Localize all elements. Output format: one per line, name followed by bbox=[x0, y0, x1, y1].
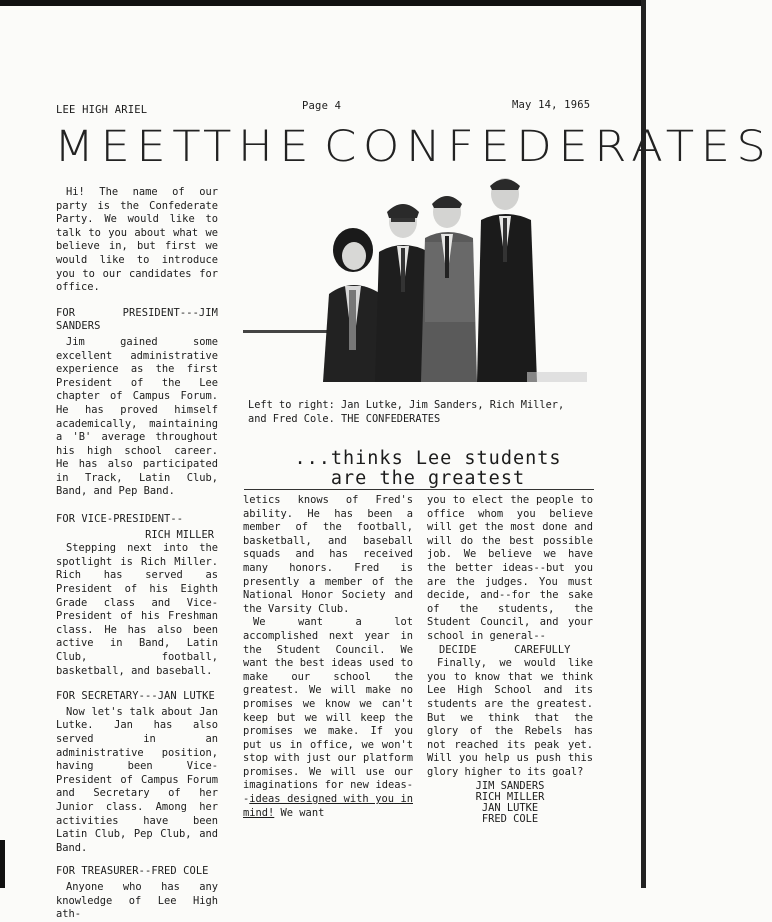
page-top-edge bbox=[0, 0, 646, 6]
masthead-title bbox=[54, 122, 772, 176]
issue-date: May 14, 1965 bbox=[512, 99, 591, 111]
page-left-edge bbox=[0, 840, 5, 888]
left-column bbox=[56, 186, 218, 922]
right-paragraph-2: Finally, we would like you to know that we think Lee High School and its students are the greatest. But we think that the glory of the Rebels has not reached its peak yet. Will you help us push this glory higher to its goal? bbox=[427, 657, 593, 778]
middle-column bbox=[243, 494, 413, 820]
treasurer-paragraph: Anyone who has any knowledge of Lee High ath- bbox=[56, 880, 218, 921]
candidates-photo-image bbox=[241, 182, 593, 394]
paper-name: LEE HIGH ARIEL bbox=[56, 104, 148, 116]
intro-paragraph: Hi! The name of our party is the Confederate Party. We would like to talk to you about what we believe in, but first we would like to introduce you to our candidates for office. bbox=[56, 186, 218, 294]
middle-paragraph-1: letics knows of Fred's ability. He has been a member of the football, basketball, and baseball squads and has received many honors. Fred is presently a member of the National Honor Society and the Varsity Club. bbox=[243, 494, 413, 615]
middle-paragraph-2-underlined: ideas designed with you in mind! bbox=[243, 793, 413, 819]
treasurer-heading: FOR TREASURER--FRED COLE bbox=[56, 865, 209, 878]
signer-name: JIM SANDERS bbox=[475, 780, 545, 793]
headline-rule bbox=[244, 489, 594, 490]
masthead-word-confederates: CONFEDERATES bbox=[324, 122, 772, 172]
president-paragraph: Jim gained some excellent administrative experience as the first President of the Lee chapter of Campus Forum. He has proved himself academically, maintaining a 'B' average throughout his high school career. He has also participated in Track, Latin Club, Band, and Pep Band. bbox=[56, 335, 218, 498]
right-column bbox=[427, 494, 593, 825]
signer-name: FRED COLE bbox=[481, 813, 539, 826]
page-number: Page 4 bbox=[302, 100, 342, 112]
photo-caption bbox=[248, 398, 600, 426]
right-paragraph-1: you to elect the people to office whom you believe will get the most done and will do the best possible job. We believe we have the better ideas--but you are the judges. You must decide, and--for the sake of the students, the Student Council, and your school in general-- bbox=[427, 494, 593, 642]
president-heading: FOR PRESIDENT---JIM SANDERS bbox=[56, 306, 218, 333]
secretary-paragraph: Now let's talk about Jan Lutke. Jan has also served in an administrative position, having been Vice-President of Campus Forum and Secretary of her Junior class. Among her activities have been Latin Club, Pep Club, and Band. bbox=[56, 705, 218, 854]
middle-paragraph-2-text: We want a lot accomplished next year in the Student Council. We want the best ideas used to make our school the greatest. We will make no promises we know we can't keep but we will keep the promises we make. If you put us in office, we won't stop with just our platform promises. We will use our imaginations for new ideas-- bbox=[243, 616, 413, 806]
subheadline-line-2: are the greatest bbox=[330, 468, 526, 489]
secretary-heading: FOR SECRETARY---JAN LUTKE bbox=[56, 690, 215, 703]
middle-paragraph-2-tail: We want bbox=[274, 806, 325, 819]
signer-name: JAN LUTKE bbox=[481, 802, 539, 815]
decide-carefully: DECIDE CAREFULLY bbox=[439, 643, 571, 656]
subheadline-line-1: ...thinks Lee students bbox=[294, 448, 562, 469]
vice-president-name: RICH MILLER bbox=[145, 528, 214, 541]
signers-block bbox=[427, 781, 593, 825]
middle-paragraph-2 bbox=[243, 616, 413, 820]
masthead-word-meet: MEET bbox=[54, 122, 208, 172]
masthead-word-the: THE bbox=[203, 122, 316, 172]
vice-president-paragraph: Stepping next into the spotlight is Rich Miller. Rich has served as President of his Eighth Grade class and Vice-President of his Freshman class. He has also been active in Band, Latin Club, football, basketball, and baseball. bbox=[56, 542, 218, 677]
subheadline bbox=[278, 449, 578, 489]
vice-president-heading: FOR VICE-PRESIDENT-- bbox=[56, 513, 184, 526]
signer-name: RICH MILLER bbox=[475, 791, 545, 804]
caption-line-2: and Fred Cole. THE CONFEDERATES bbox=[248, 413, 441, 425]
candidates-photo bbox=[241, 182, 593, 394]
caption-line-1: Left to right: Jan Lutke, Jim Sanders, Rich Miller, bbox=[248, 399, 565, 411]
